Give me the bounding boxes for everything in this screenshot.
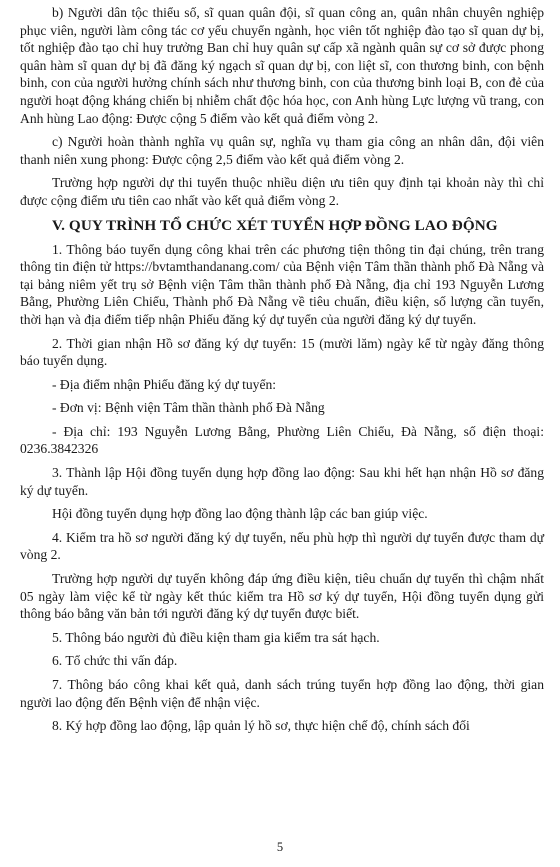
paragraph-step-6: 6. Tổ chức thi vấn đáp.: [52, 653, 178, 669]
paragraph-step-4: 4. Kiểm tra hồ sơ người đăng ký dự tuyển, nếu phù hợp thì người dự tuyển được tham dự vòng 2.: [20, 529, 544, 563]
paragraph-step-4-note: Trường hợp người dự tuyển không đáp ứng điều kiện, tiêu chuẩn dự tuyển thì chậm nhất 05 ngày làm việc kể từ ngày kết thúc kiểm tra Hồ sơ ký dự tuyển, Hội đồng tuyển dụng gửi thông báo bằng văn bản tới người đăng ký dự tuyển được biết.: [20, 571, 544, 622]
paragraph-step-2: 2. Thời gian nhận Hồ sơ đăng ký dự tuyển: 15 (mười lăm) ngày kể từ ngày đăng thông báo tuyển dụng.: [20, 335, 544, 369]
page-number: 5: [276, 840, 284, 854]
paragraph-step-3-note: Hội đồng tuyển dụng hợp đồng lao động thành lập các ban giúp việc.: [52, 506, 428, 522]
paragraph-address: - Địa chỉ: 193 Nguyễn Lương Bằng, Phường Liên Chiểu, Đà Nẵng, số điện thoại: 0236.3842326: [20, 423, 544, 457]
paragraph-step-3: 3. Thành lập Hội đồng tuyển dụng hợp đồng lao động: Sau khi hết hạn nhận Hồ sơ đăng ký dự tuyển.: [20, 465, 544, 498]
paragraph-step-5: 5. Thông báo người đủ điều kiện tham gia kiểm tra sát hạch.: [52, 629, 380, 645]
paragraph-priority-note: Trường hợp người dự thi tuyển thuộc nhiều diện ưu tiên quy định tại khoản này thì chỉ được cộng điểm ưu tiên cao nhất vào kết quả điểm vòng 2.: [20, 175, 544, 208]
paragraph-priority-b: b) Người dân tộc thiểu số, sĩ quan quân đội, sĩ quan công an, quân nhân chuyên nghiệp phục viên, người làm công tác cơ yếu chuyển ngành, học viên tốt nghiệp đào tạo sĩ quan dự bị, tốt nghiệp đào tạo chỉ huy trưởng Ban chỉ huy quân sự cấp xã ngành quân sự cơ sở được phong quân hàm sĩ quan dự bị đã đăng ký ngạch sĩ quan dự bị, con liệt sĩ, con thương binh, con bệnh binh, con của người hưởng chính sách như thương binh, con của thương binh loại B, con đẻ của người hoạt động kháng chiến bị nhiễm chất độc hóa học, con Anh hùng Lực lượng vũ trang, con Anh hùng Lao động: Được cộng 5 điểm vào kết quả điểm vòng 2.: [20, 5, 544, 126]
paragraph-step-8: 8. Ký hợp đồng lao động, lập quản lý hồ sơ, thực hiện chế độ, chính sách đối: [52, 718, 470, 734]
paragraph-step-7: 7. Thông báo công khai kết quả, danh sách trúng tuyển hợp đồng lao động, thời gian người lao động đến Bệnh viện để nhận việc.: [20, 677, 544, 710]
paragraph-priority-c: c) Người hoàn thành nghĩa vụ quân sự, nghĩa vụ tham gia công an nhân dân, đội viên thanh niên xung phong: Được cộng 2,5 điểm vào kết quả điểm vòng 2.: [20, 134, 544, 167]
paragraph-receive-location: - Địa điểm nhận Phiếu đăng ký dự tuyển:: [52, 376, 277, 392]
paragraph-step-1: 1. Thông báo tuyển dụng công khai trên các phương tiện thông tin đại chúng, trên trang thông tin điện tử https://bvtamthandanang.com/ của Bệnh viện Tâm thần thành phố Đà Nẵng và tại bảng niêm yết trụ sở Bệnh viện Tâm thần thành phố Đà Nẵng, địa chỉ 193 Nguyễn Lương Bằng, Phường Liên Chiểu, Thành phố Đà Nẵng về tiêu chuẩn, điều kiện, số lượng cần tuyển, thời hạn và địa điểm tiếp nhận Phiếu đăng ký dự tuyển của người đăng ký dự tuyển.: [20, 241, 544, 327]
section-heading: V. QUY TRÌNH TỔ CHỨC XÉT TUYỂN HỢP ĐỒNG LAO ĐỘNG: [52, 216, 498, 234]
document-body: [20, 4, 544, 741]
paragraph-unit: - Đơn vị: Bệnh viện Tâm thần thành phố Đà Nẵng: [52, 400, 325, 416]
